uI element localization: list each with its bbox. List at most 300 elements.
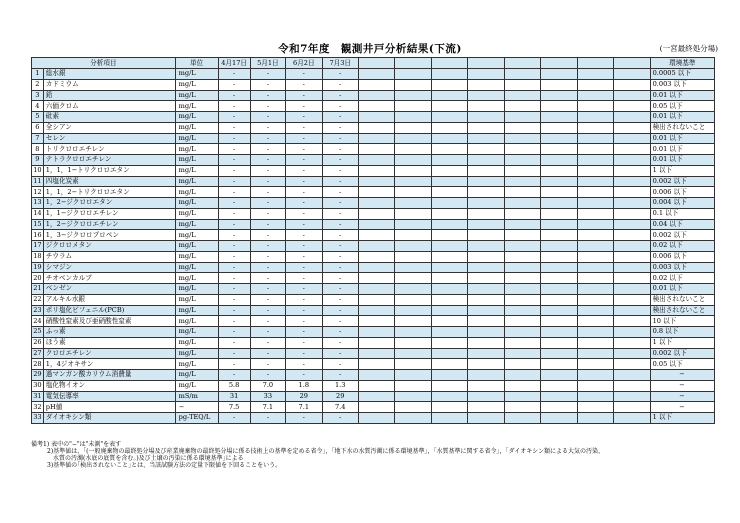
empty-cell	[541, 187, 577, 198]
empty-cell	[504, 155, 540, 166]
empty-cell	[395, 348, 431, 359]
empty-cell	[577, 230, 613, 241]
value-cell: 29	[286, 391, 322, 402]
table-row	[32, 262, 715, 273]
empty-cell	[468, 359, 504, 370]
empty-cell	[614, 241, 650, 252]
empty-cell	[395, 176, 431, 187]
item-unit: mg/L	[175, 122, 218, 133]
empty-cell	[504, 219, 540, 230]
empty-cell	[504, 241, 540, 252]
value-cell: -	[286, 133, 322, 144]
empty-cell	[468, 122, 504, 133]
row-number: 11	[33, 176, 42, 185]
empty-cell	[541, 122, 577, 133]
value-cell: -	[218, 230, 250, 241]
empty-cell	[614, 176, 650, 187]
empty-cell	[504, 348, 540, 359]
empty-cell	[504, 144, 540, 155]
empty-cell	[504, 122, 540, 133]
empty-cell	[541, 112, 577, 123]
value-cell: -	[250, 413, 285, 424]
table-row	[32, 348, 715, 359]
item-name: 鉛	[43, 90, 175, 101]
value-cell: -	[286, 155, 322, 166]
value-cell: -	[250, 337, 285, 348]
item-name: 1，1−ジクロロエチレン	[43, 208, 175, 219]
empty-cell	[614, 187, 650, 198]
value-cell: -	[286, 198, 322, 209]
empty-cell	[504, 380, 540, 391]
standard-value: −	[650, 402, 714, 413]
value-cell: -	[286, 101, 322, 112]
row-number: 10	[33, 166, 42, 175]
standard-value: 検出されないこと	[650, 122, 714, 133]
table-row	[32, 69, 715, 80]
standard-value: 1 以下	[650, 337, 714, 348]
value-cell: -	[218, 251, 250, 262]
empty-cell	[431, 208, 467, 219]
standard-value: 検出されないこと	[650, 305, 714, 316]
value-cell: -	[218, 262, 250, 273]
item-name: トリクロロエチレン	[43, 144, 175, 155]
standard-value: 1 以下	[650, 413, 714, 424]
item-unit: mg/L	[175, 144, 218, 155]
standard-value: 0.01 以下	[650, 284, 714, 295]
item-unit: mg/L	[175, 69, 218, 80]
empty-cell	[358, 402, 394, 413]
empty-cell	[504, 337, 540, 348]
empty-cell	[431, 391, 467, 402]
value-cell: -	[250, 101, 285, 112]
empty-cell	[468, 262, 504, 273]
value-cell: -	[322, 90, 358, 101]
empty-cell	[358, 370, 394, 381]
standard-value: 0.8 以下	[650, 327, 714, 338]
empty-cell	[395, 198, 431, 209]
empty-cell	[358, 337, 394, 348]
empty-cell	[468, 294, 504, 305]
empty-cell	[358, 122, 394, 133]
empty-cell	[395, 155, 431, 166]
item-unit: mS/m	[175, 391, 218, 402]
empty-cell	[577, 273, 613, 284]
item-unit: −	[175, 402, 218, 413]
empty-cell	[577, 327, 613, 338]
empty-cell	[358, 230, 394, 241]
standard-value: 0.006 以下	[650, 251, 714, 262]
empty-cell	[431, 380, 467, 391]
empty-cell	[395, 316, 431, 327]
empty-cell	[577, 413, 613, 424]
empty-cell	[614, 198, 650, 209]
table-row	[32, 187, 715, 198]
note-3: 水質の汚濁(水底の底質を含む。)及び土壌の汚染に係る環境基準｣による	[53, 455, 244, 462]
item-unit: mg/L	[175, 187, 218, 198]
value-cell: 1.8	[286, 380, 322, 391]
standard-value: 0.004 以下	[650, 198, 714, 209]
empty-cell	[614, 112, 650, 123]
table-row	[32, 380, 715, 391]
value-cell: 1.3	[322, 380, 358, 391]
empty-cell	[577, 144, 613, 155]
empty-cell	[577, 402, 613, 413]
empty-cell	[541, 402, 577, 413]
value-cell: -	[322, 133, 358, 144]
empty-cell	[468, 176, 504, 187]
value-cell: -	[322, 144, 358, 155]
empty-cell	[541, 305, 577, 316]
value-cell: -	[250, 294, 285, 305]
table-row	[32, 112, 715, 123]
value-cell: -	[218, 316, 250, 327]
table-row	[32, 337, 715, 348]
table-row	[32, 133, 715, 144]
value-cell: -	[322, 273, 358, 284]
empty-cell	[614, 101, 650, 112]
value-cell: -	[250, 187, 285, 198]
value-cell: -	[286, 208, 322, 219]
empty-cell	[468, 112, 504, 123]
empty-cell	[431, 327, 467, 338]
value-cell: -	[322, 413, 358, 424]
empty-cell	[468, 413, 504, 424]
row-number: 18	[33, 252, 42, 261]
value-cell: -	[250, 359, 285, 370]
row-number: 21	[33, 284, 42, 293]
item-name: クロロエチレン	[43, 348, 175, 359]
value-cell: -	[218, 112, 250, 123]
empty-cell	[577, 187, 613, 198]
value-cell: -	[286, 165, 322, 176]
empty-cell	[504, 187, 540, 198]
empty-cell	[395, 112, 431, 123]
empty-cell	[395, 380, 431, 391]
standard-value: 検出されないこと	[650, 294, 714, 305]
empty-cell	[431, 187, 467, 198]
empty-cell	[358, 165, 394, 176]
empty-cell	[431, 337, 467, 348]
empty-cell	[431, 176, 467, 187]
empty-cell	[504, 273, 540, 284]
row-number: 27	[33, 348, 42, 357]
item-name: カドミウム	[43, 79, 175, 90]
empty-cell	[395, 79, 431, 90]
empty-cell	[577, 337, 613, 348]
value-cell: -	[322, 112, 358, 123]
value-cell: -	[286, 327, 322, 338]
header-date-1: 4月17日	[218, 58, 250, 69]
value-cell: -	[250, 219, 285, 230]
table-row	[32, 370, 715, 381]
value-cell: -	[250, 122, 285, 133]
table-row	[32, 165, 715, 176]
empty-cell	[541, 262, 577, 273]
empty-cell	[504, 198, 540, 209]
standard-value: 0.01 以下	[650, 133, 714, 144]
item-name: 1，4ジオキサン	[43, 359, 175, 370]
standard-value: 0.003 以下	[650, 79, 714, 90]
value-cell: -	[286, 316, 322, 327]
empty-cell	[504, 262, 540, 273]
value-cell: -	[286, 294, 322, 305]
empty-cell	[358, 391, 394, 402]
value-cell: -	[218, 294, 250, 305]
item-name: テトラクロロエチレン	[43, 155, 175, 166]
value-cell: -	[218, 273, 250, 284]
empty-cell	[358, 90, 394, 101]
row-number: 23	[33, 305, 42, 314]
row-number: 15	[33, 219, 42, 228]
empty-cell	[468, 391, 504, 402]
standard-value: 0.04 以下	[650, 219, 714, 230]
empty-cell	[431, 273, 467, 284]
empty-cell	[541, 370, 577, 381]
value-cell: -	[250, 208, 285, 219]
empty-cell	[431, 198, 467, 209]
empty-cell	[358, 79, 394, 90]
value-cell: -	[218, 122, 250, 133]
empty-cell	[614, 144, 650, 155]
item-unit: mg/L	[175, 380, 218, 391]
empty-cell	[541, 294, 577, 305]
item-unit: mg/L	[175, 165, 218, 176]
empty-cell	[541, 327, 577, 338]
value-cell: -	[286, 337, 322, 348]
empty-cell	[541, 133, 577, 144]
empty-cell	[468, 230, 504, 241]
value-cell: -	[286, 241, 322, 252]
value-cell: -	[322, 284, 358, 295]
empty-cell	[358, 413, 394, 424]
value-cell: -	[286, 219, 322, 230]
empty-cell	[431, 133, 467, 144]
empty-cell	[431, 359, 467, 370]
table-row	[32, 208, 715, 219]
empty-cell	[431, 316, 467, 327]
empty-cell	[468, 187, 504, 198]
value-cell: 7.5	[218, 402, 250, 413]
value-cell: -	[218, 359, 250, 370]
empty-cell	[614, 359, 650, 370]
empty-cell	[577, 294, 613, 305]
empty-cell	[614, 402, 650, 413]
empty-cell	[395, 273, 431, 284]
value-cell: -	[286, 273, 322, 284]
table-row	[32, 391, 715, 402]
empty-cell	[614, 90, 650, 101]
row-number: 17	[33, 241, 42, 250]
value-cell: -	[286, 176, 322, 187]
empty-cell	[431, 79, 467, 90]
table-row	[32, 176, 715, 187]
table-row	[32, 230, 715, 241]
header-date-7	[431, 58, 467, 69]
empty-cell	[541, 230, 577, 241]
item-name: アルキル水銀	[43, 294, 175, 305]
empty-cell	[358, 187, 394, 198]
empty-cell	[577, 101, 613, 112]
item-unit: mg/L	[175, 112, 218, 123]
standard-value: 0.002 以下	[650, 230, 714, 241]
item-name: 砒素	[43, 112, 175, 123]
page-title: 令和7年度 観測井戸分析結果(下流)	[278, 43, 462, 55]
empty-cell	[431, 69, 467, 80]
value-cell: -	[250, 79, 285, 90]
item-name: ふっ素	[43, 327, 175, 338]
empty-cell	[395, 90, 431, 101]
value-cell: -	[250, 327, 285, 338]
empty-cell	[504, 165, 540, 176]
value-cell: 31	[218, 391, 250, 402]
table-row	[32, 316, 715, 327]
value-cell: -	[218, 69, 250, 80]
standard-value: 10 以下	[650, 316, 714, 327]
item-name: シマジン	[43, 262, 175, 273]
empty-cell	[614, 327, 650, 338]
empty-cell	[358, 219, 394, 230]
value-cell: -	[218, 327, 250, 338]
empty-cell	[358, 262, 394, 273]
empty-cell	[395, 165, 431, 176]
value-cell: -	[250, 112, 285, 123]
row-number: 7	[32, 133, 44, 144]
standard-value: −	[650, 391, 714, 402]
empty-cell	[395, 144, 431, 155]
value-cell: -	[218, 187, 250, 198]
empty-cell	[541, 284, 577, 295]
standard-value: 0.05 以下	[650, 101, 714, 112]
empty-cell	[577, 251, 613, 262]
table-row	[32, 251, 715, 262]
standard-value: 0.0005 以下	[650, 69, 714, 80]
standard-value: 0.01 以下	[650, 155, 714, 166]
row-number: 30	[33, 381, 42, 390]
standard-value: 0.02 以下	[650, 241, 714, 252]
value-cell: -	[322, 176, 358, 187]
item-name: 1，2−ジクロロエタン	[43, 198, 175, 209]
value-cell: -	[218, 90, 250, 101]
empty-cell	[395, 359, 431, 370]
table-row	[32, 198, 715, 209]
empty-cell	[468, 69, 504, 80]
empty-cell	[431, 262, 467, 273]
row-number: 12	[33, 187, 42, 196]
value-cell: -	[250, 165, 285, 176]
value-cell: -	[250, 284, 285, 295]
empty-cell	[614, 230, 650, 241]
empty-cell	[577, 155, 613, 166]
table-row	[32, 79, 715, 90]
empty-cell	[431, 294, 467, 305]
empty-cell	[577, 219, 613, 230]
row-number: 24	[33, 316, 42, 325]
item-unit: mg/L	[175, 284, 218, 295]
value-cell: -	[322, 187, 358, 198]
item-name: ポリ塩化ビフェニル(PCB)	[43, 305, 175, 316]
empty-cell	[504, 101, 540, 112]
empty-cell	[395, 208, 431, 219]
item-unit: mg/L	[175, 90, 218, 101]
item-unit: mg/L	[175, 251, 218, 262]
header-unit: 単位	[175, 58, 218, 69]
row-number: 26	[33, 338, 42, 347]
standard-value: 0.01 以下	[650, 144, 714, 155]
item-name: 過マンガン酸カリウム消費量	[43, 370, 175, 381]
row-number: 28	[33, 359, 42, 368]
value-cell: -	[322, 337, 358, 348]
empty-cell	[468, 241, 504, 252]
item-name: チウラム	[43, 251, 175, 262]
table-row	[32, 305, 715, 316]
empty-cell	[358, 144, 394, 155]
value-cell: -	[250, 198, 285, 209]
empty-cell	[614, 305, 650, 316]
empty-cell	[614, 337, 650, 348]
note-2: 2)基準値は、｢(一般廃棄物の最終処分場及び産業廃棄物の最終処分場に係る技術上の基準を定める省令｣，｢地下水の水質汚濁に係る環境基準｣，｢水質基準に関する省令｣，｢ダイオキシン類による大気の汚染、	[47, 448, 604, 455]
empty-cell	[614, 251, 650, 262]
table-row	[32, 90, 715, 101]
value-cell: -	[218, 208, 250, 219]
empty-cell	[395, 337, 431, 348]
value-cell: -	[322, 241, 358, 252]
row-number: 25	[33, 327, 42, 336]
value-cell: -	[250, 144, 285, 155]
empty-cell	[431, 230, 467, 241]
row-number: 9	[32, 155, 44, 166]
value-cell: 33	[250, 391, 285, 402]
empty-cell	[358, 198, 394, 209]
empty-cell	[541, 144, 577, 155]
value-cell: -	[322, 122, 358, 133]
value-cell: -	[322, 370, 358, 381]
empty-cell	[504, 208, 540, 219]
empty-cell	[577, 208, 613, 219]
empty-cell	[431, 155, 467, 166]
empty-cell	[577, 316, 613, 327]
empty-cell	[468, 380, 504, 391]
row-number: 3	[32, 90, 44, 101]
empty-cell	[504, 327, 540, 338]
value-cell: -	[322, 219, 358, 230]
empty-cell	[395, 241, 431, 252]
value-cell: -	[322, 262, 358, 273]
note-1: 備考1) 表中の"−"は"未測"を表す	[31, 441, 122, 448]
site-label: (一宮最終処分場)	[659, 44, 718, 53]
empty-cell	[395, 122, 431, 133]
empty-cell	[468, 370, 504, 381]
value-cell: -	[250, 251, 285, 262]
empty-cell	[577, 112, 613, 123]
row-number: 19	[33, 262, 42, 271]
empty-cell	[541, 165, 577, 176]
item-unit: mg/L	[175, 273, 218, 284]
value-cell: -	[218, 284, 250, 295]
empty-cell	[577, 69, 613, 80]
empty-cell	[541, 219, 577, 230]
empty-cell	[431, 251, 467, 262]
empty-cell	[468, 305, 504, 316]
empty-cell	[468, 198, 504, 209]
empty-cell	[577, 241, 613, 252]
value-cell: -	[286, 305, 322, 316]
table-row	[32, 413, 715, 424]
empty-cell	[577, 79, 613, 90]
value-cell: -	[218, 219, 250, 230]
empty-cell	[541, 316, 577, 327]
value-cell: -	[322, 208, 358, 219]
standard-value: −	[650, 370, 714, 381]
